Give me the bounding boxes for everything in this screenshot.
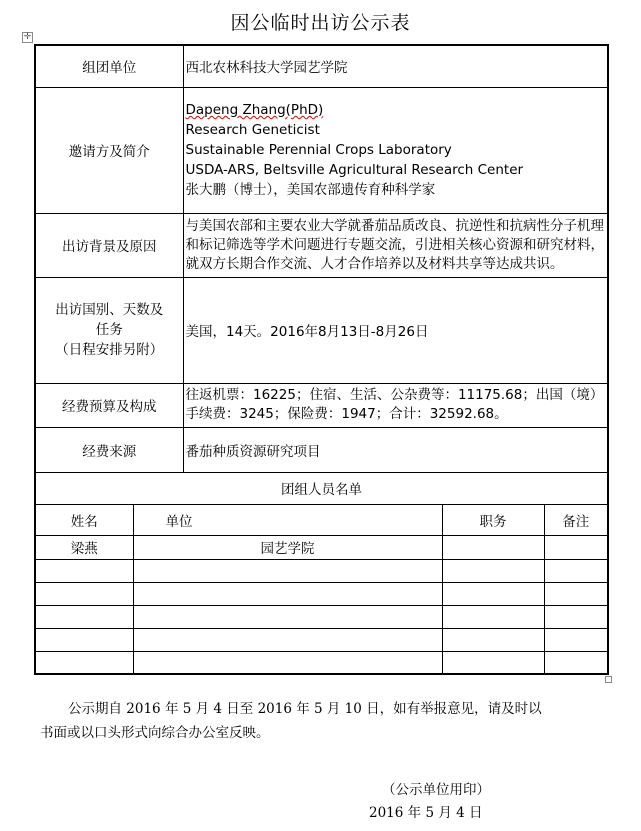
col-position-header: 职务: [442, 504, 544, 535]
row-budget: [35, 383, 608, 427]
visit-table: [34, 44, 609, 675]
inviter-value: [183, 87, 608, 213]
seal-note: （公示单位用印）: [382, 782, 490, 798]
table-row: [35, 582, 608, 605]
member-name: [35, 651, 133, 674]
member-unit: [133, 651, 442, 674]
table-row: [35, 535, 608, 559]
notice-line: 书面或以口头形式向综合办公室反映。: [40, 725, 270, 741]
inviter-line: USDA-ARS, Beltsville Agricultural Research Center: [185, 162, 524, 178]
row-members-heading: [35, 472, 608, 504]
col-remark-header: 备注: [544, 504, 608, 535]
resize-handle-icon[interactable]: [605, 676, 612, 683]
notice-paragraph: [40, 697, 600, 745]
table-row: [35, 559, 608, 582]
inviter-line: 张大鹏（博士），美国农部遗传育种科学家: [185, 182, 436, 198]
member-name: [35, 628, 133, 651]
member-remark: [544, 651, 608, 674]
member-position: [442, 582, 544, 605]
member-unit: [133, 605, 442, 628]
notice-line: 公示期自 2016 年 5 月 4 日至 2016 年 5 月 10 日，如有举报意见，请及时以: [68, 701, 542, 717]
member-position: [442, 605, 544, 628]
move-handle-icon[interactable]: ✛: [23, 32, 32, 42]
member-name: [35, 559, 133, 582]
destination-value: 美国，14天。2016年8月13日-8月26日: [183, 277, 608, 383]
destination-label: 出访国别、天数及 任务 （日程安排另附）: [35, 277, 183, 383]
background-value: 与美国农部和主要农业大学就番茄品质改良、抗逆性和抗病性分子机理和标记筛选等学术问题进行专题交流，引进相关核心资源和研究材料，就双方长期合作交流、人才合作培养以及材料共享等达成共识。: [183, 213, 608, 277]
member-unit: [133, 559, 442, 582]
inviter-line: Dapeng Zhang(PhD): [185, 102, 324, 118]
inviter-line: Sustainable Perennial Crops Laboratory: [185, 142, 452, 158]
funding-value: 番茄种质资源研究项目: [183, 427, 608, 472]
member-remark: [544, 535, 608, 559]
member-remark: [544, 605, 608, 628]
inviter-label: 邀请方及简介: [35, 87, 183, 213]
member-remark: [544, 559, 608, 582]
member-unit: 园艺学院: [133, 535, 442, 559]
member-position: [442, 535, 544, 559]
row-destination: [35, 277, 608, 383]
inviter-line: Research Geneticist: [185, 122, 320, 138]
background-label: 出访背景及原因: [35, 213, 183, 277]
table-row: [35, 605, 608, 628]
table-row: [35, 628, 608, 651]
members-header-row: [35, 504, 608, 535]
budget-value: 往返机票：16225；住宿、生活、公杂费等：11175.68；出国（境）手续费：3245；保险费：1947；合计：32592.68。: [183, 383, 608, 427]
row-background: [35, 213, 608, 277]
budget-label: 经费预算及构成: [35, 383, 183, 427]
member-position: [442, 559, 544, 582]
page-title: 因公临时出访公示表: [230, 12, 411, 34]
group-unit-label: 组团单位: [35, 45, 183, 87]
member-unit: [133, 582, 442, 605]
row-inviter: [35, 87, 608, 213]
row-group-unit: [35, 45, 608, 87]
member-remark: [544, 628, 608, 651]
col-unit-header: 单位: [133, 504, 442, 535]
member-unit: [133, 628, 442, 651]
row-funding: [35, 427, 608, 472]
member-remark: [544, 582, 608, 605]
table-row: [35, 651, 608, 674]
members-heading: 团组人员名单: [35, 472, 608, 504]
member-name: [35, 605, 133, 628]
col-name-header: 姓名: [35, 504, 133, 535]
member-name: 梁燕: [35, 535, 133, 559]
group-unit-value: 西北农林科技大学园艺学院: [183, 45, 608, 87]
member-name: [35, 582, 133, 605]
member-position: [442, 628, 544, 651]
funding-label: 经费来源: [35, 427, 183, 472]
signature-date: 2016 年 5 月 4 日: [369, 805, 483, 821]
member-position: [442, 651, 544, 674]
